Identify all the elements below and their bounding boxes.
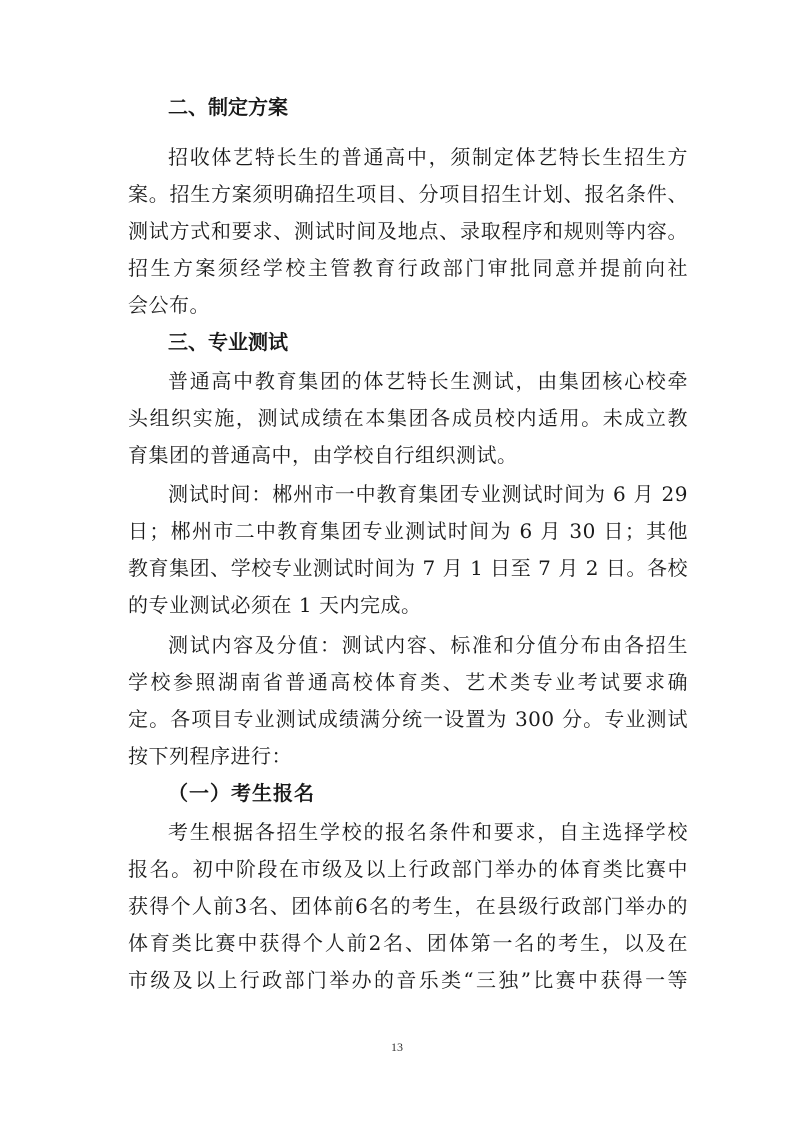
paragraph-line: 考生根据各招生学校的报名条件和要求，自主选择学校 xyxy=(168,820,688,844)
paragraph-line: 测试时间：郴州市一中教育集团专业测试时间为 6 月 29 xyxy=(168,482,688,506)
paragraph-line: 育集团的普通高中，由学校自行组织测试。 xyxy=(128,443,518,467)
subsection-heading: （一）考生报名 xyxy=(168,781,315,805)
paragraph-line: 招收体艺特长生的普通高中，须制定体艺特长生招生方 xyxy=(168,145,688,169)
section-heading: 二、制定方案 xyxy=(168,95,288,119)
paragraph-line: 获得个人前3名、团体前6名的考生，在县级行政部门举办的 xyxy=(128,894,688,918)
paragraph-line: 报名。初中阶段在市级及以上行政部门举办的体育类比赛中 xyxy=(128,857,688,881)
paragraph-line: 体育类比赛中获得个人前2名、团体第一名的考生，以及在 xyxy=(128,931,688,955)
paragraph-line: 的专业测试必须在 1 天内完成。 xyxy=(128,593,422,617)
paragraph-line: 按下列程序进行： xyxy=(128,744,292,768)
page-number: 13 xyxy=(391,1040,403,1054)
section-heading: 三、专业测试 xyxy=(168,330,288,354)
paragraph-line: 普通高中教育集团的体艺特长生测试，由集团核心校牵 xyxy=(168,369,688,393)
paragraph-line: 市级及以上行政部门举办的音乐类“三独”比赛中获得一等 xyxy=(128,968,688,992)
paragraph-line: 学校参照湖南省普通高校体育类、艺术类专业考试要求确 xyxy=(128,670,688,694)
paragraph-line: 案。招生方案须明确招生项目、分项目招生计划、报名条件、 xyxy=(128,182,688,206)
paragraph-line: 招生方案须经学校主管教育行政部门审批同意并提前向社 xyxy=(128,256,688,280)
paragraph-line: 测试内容及分值：测试内容、标准和分值分布由各招生 xyxy=(168,633,688,657)
paragraph-line: 教育集团、学校专业测试时间为 7 月 1 日至 7 月 2 日。各校 xyxy=(128,556,688,580)
paragraph-line: 会公布。 xyxy=(128,293,210,317)
paragraph-line: 测试方式和要求、测试时间及地点、录取程序和规则等内容。 xyxy=(128,219,688,243)
paragraph-line: 日；郴州市二中教育集团专业测试时间为 6 月 30 日；其他 xyxy=(128,519,688,543)
paragraph-line: 定。各项目专业测试成绩满分统一设置为 300 分。专业测试 xyxy=(128,707,688,731)
paragraph-line: 头组织实施，测试成绩在本集团各成员校内适用。未成立教 xyxy=(128,406,688,430)
